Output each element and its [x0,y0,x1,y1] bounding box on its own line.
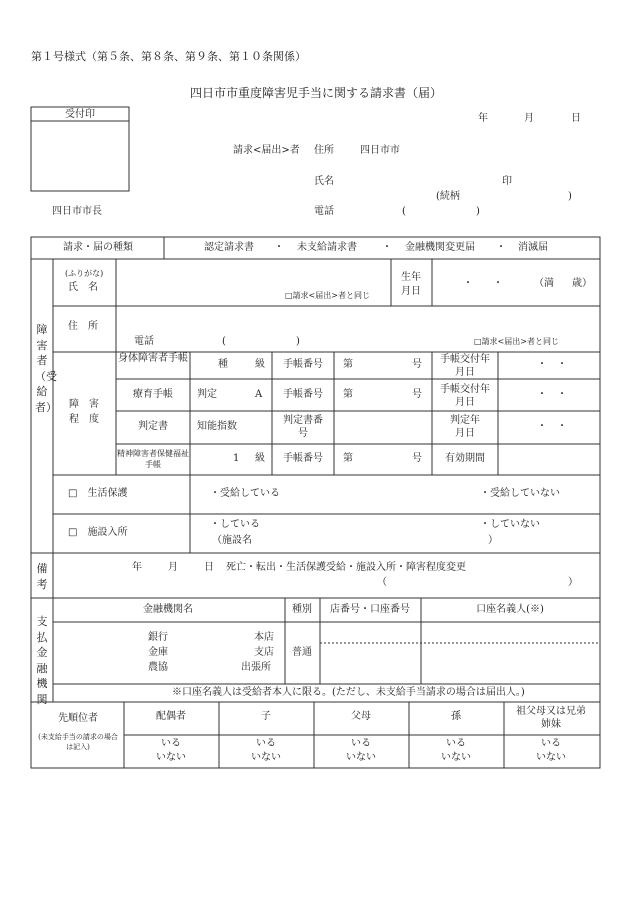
disability-grade-b-2: A [255,389,263,400]
branch-type-office[interactable]: 出張所 [241,662,271,673]
facility-no[interactable]: ・していない [480,519,540,530]
date-day: 日 [571,113,581,124]
bank-institution-header: 金融機関名 [143,604,193,615]
remarks-paren-close: ） [568,577,578,588]
birthdate-label: 生年月日 [401,272,421,297]
remarks-month: 月 [168,562,178,573]
bank-holder-header: 口座名義人(※) [476,604,544,615]
person-section-label: 障害者（受給者） [35,323,57,414]
request-type-label: 請求・届の種類 [63,242,133,253]
priority-yes[interactable]: いる [446,738,466,749]
name-same-as-applicant[interactable]: □請求<届出>者と同じ [285,291,370,300]
applicant-label: 請求<届出>者 [233,145,300,156]
age-close: 歳） [572,278,592,289]
applicant-phone-label: 電話 [314,206,334,217]
disability-book-2: 療育手帳 [133,389,173,400]
disability-book-3: 判定書 [138,421,168,432]
priority-col-parent: 父母 [351,711,371,722]
remarks-label: 備考 [36,562,48,591]
disability-date-label-4: 有効期間 [445,453,485,464]
request-type-sep: ・ [382,242,392,253]
disability-num-label-4: 手帳番号 [283,453,323,464]
bank-type-nokyo[interactable]: 農協 [148,662,168,673]
disability-num-label-1: 手帳番号 [283,359,323,370]
relation-close: ) [568,191,572,202]
priority-sublabel: (未支給手当の請求の場合は記入) [38,733,118,751]
bank-section-label: 支払金融機関 [36,615,48,706]
request-type-option-4[interactable]: 消滅届 [518,242,548,253]
disability-num-prefix-1: 第 [343,359,353,370]
furigana-label: (ふりがな) [65,269,104,278]
bank-type-bank[interactable]: 銀行 [148,632,168,643]
remarks-text: 死亡・転出・生活保護受給・施設入所・障害程度変更 [226,562,466,573]
priority-col-grandparent-sibling: 祖父母又は兄弟姉妹 [516,706,586,730]
welfare-checkbox[interactable]: □ 生活保護 [68,488,128,499]
facility-yes[interactable]: ・している [210,519,260,530]
request-type-option-1[interactable]: 認定請求書 [204,242,254,253]
branch-type-branch[interactable]: 支店 [254,647,274,658]
facility-name-close: ） [488,535,498,546]
priority-no[interactable]: いない [346,752,376,763]
disability-num-label-3: 判定書番号 [283,415,323,439]
form-number: 第１号様式（第５条、第８条、第９条、第１０条関係） [31,50,306,63]
welfare-yes[interactable]: ・受給している [210,488,280,499]
person-phone-close: ) [296,336,300,347]
disability-date-label-2: 手帳交付年月日 [440,384,490,408]
disability-book-4: 精神障害者保健福祉手帳 [117,449,189,469]
disability-grade-b-1: 級 [255,359,265,370]
priority-no[interactable]: いない [156,752,186,763]
priority-yes[interactable]: いる [541,738,561,749]
form-title: 四日市市重度障害児手当に関する請求書（届） [189,86,443,100]
person-address-label: 住 所 [68,321,98,332]
address-same-as-applicant[interactable]: □請求<届出>者と同じ [474,337,559,346]
birthdate-dots: ・ ・ [463,278,503,289]
disability-num-suffix-1: 号 [412,359,422,370]
request-type-sep: ・ [274,242,284,253]
priority-no[interactable]: いない [441,752,471,763]
priority-col-child: 子 [261,711,271,722]
bank-holder-note: ※口座名義人は受給者本人に限る。(ただし、未支給手当請求の場合は届出人。) [172,687,525,698]
priority-yes[interactable]: いる [161,738,181,749]
disability-num-label-2: 手帳番号 [283,389,323,400]
disability-label-2: 程 度 [69,414,99,425]
welfare-no[interactable]: ・受給していない [480,488,560,499]
branch-type-main[interactable]: 本店 [254,632,274,643]
priority-label: 先順位者 [58,713,98,724]
applicant-name-label: 氏名 [314,176,334,187]
disability-date-dots-1: ・ ・ [537,359,567,370]
date-month: 月 [524,113,534,124]
person-phone-open: ( [222,336,226,347]
disability-num-prefix-4: 第 [343,453,353,464]
date-year: 年 [478,113,488,124]
bank-type-header: 種別 [292,604,312,615]
priority-col-spouse: 配偶者 [156,711,186,722]
disability-label-1: 障 害 [69,399,99,410]
relation-label: (続柄 [436,191,460,202]
applicant-phone-close: ) [476,206,480,217]
disability-date-label-1: 手帳交付年月日 [440,354,490,378]
person-phone-label: 電話 [134,336,154,347]
remarks-day: 日 [204,562,214,573]
bank-type-shinkin[interactable]: 金庫 [148,647,168,658]
applicant-phone-open: ( [402,206,406,217]
request-type-option-2[interactable]: 未支給請求書 [297,242,357,253]
disability-num-suffix-4: 号 [412,453,422,464]
disability-grade-a-2: 判定 [197,389,217,400]
disability-grade-a-4: 1 [233,453,240,464]
remarks-year: 年 [132,562,142,573]
applicant-address-label: 住所 [314,145,334,156]
receipt-stamp-label: 受付印 [65,109,95,120]
disability-num-suffix-2: 号 [412,389,422,400]
facility-name-label: （施設名 [212,535,252,546]
priority-yes[interactable]: いる [256,738,276,749]
priority-col-grandchild: 孫 [451,711,461,722]
priority-no[interactable]: いない [251,752,281,763]
request-type-option-3[interactable]: 金融機関変更届 [405,242,475,253]
age-open: （満 [534,278,554,289]
seal-mark: 印 [502,176,512,187]
request-type-sep: ・ [496,242,506,253]
applicant-address-value: 四日市市 [360,145,400,156]
priority-no[interactable]: いない [536,752,566,763]
disability-grade-a-1: 種 [218,359,228,370]
disability-book-1: 身体障害者手帳 [118,353,188,364]
disability-grade-b-4: 級 [255,453,265,464]
facility-checkbox[interactable]: □ 施設入所 [68,527,128,538]
person-name-label: 氏 名 [68,282,98,293]
disability-num-prefix-2: 第 [343,389,353,400]
disability-date-label-3: 判定年月日 [450,415,480,439]
account-type-ordinary: 普通 [292,647,312,658]
remarks-paren-open: （ [377,577,387,588]
disability-date-dots-3: ・ ・ [537,421,567,432]
disability-date-dots-2: ・ ・ [537,389,567,400]
disability-grade-a-3: 知能指数 [197,421,237,432]
priority-yes[interactable]: いる [351,738,371,749]
bank-account-header: 店番号・口座番号 [330,604,410,615]
addressee: 四日市市長 [52,206,102,217]
